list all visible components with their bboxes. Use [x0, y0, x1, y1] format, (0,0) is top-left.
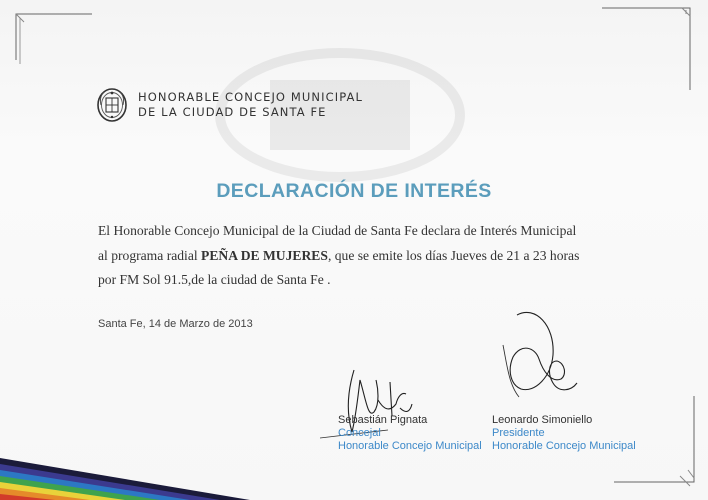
signature-block-left	[338, 414, 482, 453]
body-line-1: El Honorable Concejo Municipal de la Ciudad de Santa Fe declara de Interés Municipal	[98, 223, 577, 238]
corner-bracket-top-left-icon	[10, 8, 100, 68]
institution-name	[138, 90, 363, 120]
institution-name-line1: HONORABLE CONCEJO MUNICIPAL	[138, 90, 363, 104]
signer-org: Honorable Concejo Municipal	[338, 440, 482, 452]
body-line-3: por FM Sol 91.5,de la ciudad de Santa Fe .	[98, 272, 331, 287]
rainbow-stripes-decoration	[0, 420, 260, 500]
signer-role: Presidente	[492, 427, 545, 439]
institution-name-line2: DE LA CIUDAD DE SANTA FE	[138, 105, 327, 119]
coat-of-arms-icon	[96, 87, 128, 123]
signer-name: Leonardo Simoniello	[492, 414, 593, 426]
signer-name: Sebastián Pignata	[338, 414, 428, 426]
body-line-2-suffix: , que se emite los días Jueves de 21 a 23 horas	[327, 247, 580, 263]
document-title: DECLARACIÓN DE INTERÉS	[216, 180, 492, 202]
institution-header	[96, 87, 363, 123]
issue-date: Santa Fe, 14 de Marzo de 2013	[98, 318, 253, 330]
signer-role: Concejal	[338, 427, 381, 439]
body-line-2	[98, 244, 618, 269]
signer-org: Honorable Concejo Municipal	[492, 440, 636, 452]
declaration-body	[98, 219, 618, 293]
body-line-2-prefix: al programa radial	[98, 247, 202, 263]
program-name: PEÑA DE MUJERES	[201, 247, 328, 263]
signature-right-icon	[495, 305, 615, 415]
corner-bracket-top-right-icon	[598, 4, 698, 99]
signature-block-right	[492, 414, 636, 453]
